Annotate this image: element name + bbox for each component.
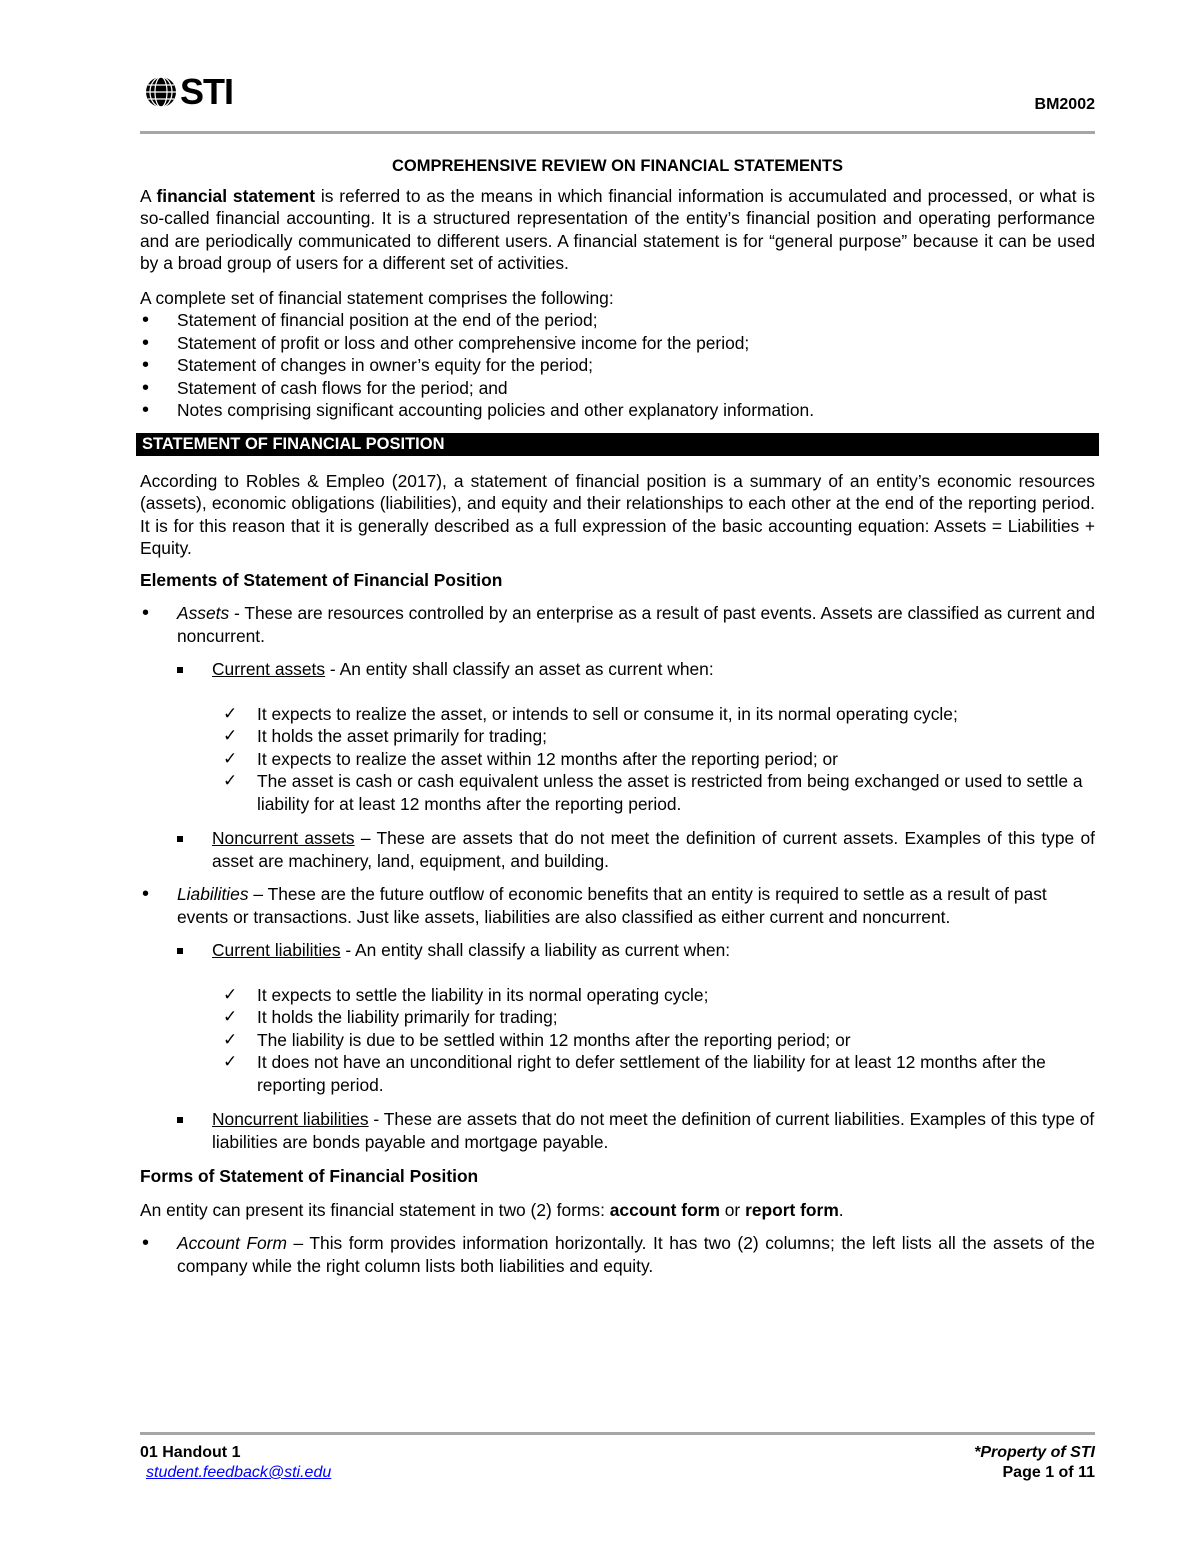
property-label: *Property of STI bbox=[974, 1444, 1095, 1461]
list-item bbox=[140, 1006, 1095, 1029]
current-liabilities-text: - An entity shall classify a liability as current when: bbox=[340, 940, 731, 960]
noncurrent-assets-text: – These are assets that do not meet the definition of current assets. Examples of this type of asset are machinery, land, equipment, and building. bbox=[212, 828, 1095, 871]
footer-left bbox=[140, 1443, 331, 1483]
noncurrent-assets-term: Noncurrent assets bbox=[212, 828, 355, 848]
document-body bbox=[140, 155, 1095, 1277]
liabilities-text: – These are the future outflow of economic benefits that an entity is required to settle as a result of past events or transactions. Just like assets, liabilities are also classified as either current and noncurrent. bbox=[177, 884, 1047, 927]
noncurrent-liabilities-item bbox=[140, 1108, 1095, 1153]
elements-list bbox=[140, 602, 1095, 647]
square-bullet-icon bbox=[177, 948, 183, 954]
list-item bbox=[140, 984, 1095, 1007]
footer-rule bbox=[140, 1432, 1095, 1435]
current-assets-term: Current assets bbox=[212, 659, 326, 679]
elements-list-liabilities bbox=[140, 883, 1095, 928]
condition-text: The asset is cash or cash equivalent unless the asset is restricted from being exchanged or used to settle a liability for at least 12 months after the reporting period. bbox=[257, 771, 1083, 814]
forms-intro bbox=[140, 1199, 1095, 1222]
forms-list bbox=[140, 1232, 1095, 1277]
current-liabilities-conditions bbox=[140, 984, 1095, 1097]
list-item: • Statement of changes in owner’s equity for the period; bbox=[140, 354, 1095, 377]
globe-icon bbox=[144, 75, 178, 109]
condition-text: It holds the liability primarily for trading; bbox=[257, 1007, 558, 1027]
condition-text: It holds the asset primarily for trading; bbox=[257, 726, 547, 746]
document-title: COMPREHENSIVE REVIEW ON FINANCIAL STATEMENTS bbox=[391, 157, 844, 175]
noncurrent-assets-item bbox=[140, 827, 1095, 872]
list-item bbox=[140, 703, 1095, 726]
square-bullet-icon bbox=[177, 1117, 183, 1123]
checkmark-icon: ✓ bbox=[223, 771, 238, 790]
condition-text: It expects to realize the asset, or intends to sell or consume it, in its normal operating cycle; bbox=[257, 703, 958, 724]
intro-bold-term: financial statement bbox=[156, 185, 316, 206]
footer-right bbox=[974, 1443, 1095, 1483]
account-form-bold: account form bbox=[609, 1199, 720, 1220]
condition-text: It expects to settle the liability in its normal operating cycle; bbox=[257, 984, 709, 1005]
list-item bbox=[140, 1051, 1095, 1096]
checkmark-icon: ✓ bbox=[223, 703, 238, 723]
current-liabilities-term: Current liabilities bbox=[212, 940, 341, 960]
forms-heading: Forms of Statement of Financial Position bbox=[140, 1166, 479, 1186]
logo-text: STI bbox=[180, 71, 234, 112]
handout-label: 01 Handout 1 bbox=[140, 1444, 241, 1461]
list-item bbox=[140, 1029, 1095, 1052]
list-item: • Notes comprising significant accounting policies and other explanatory information. bbox=[140, 399, 1095, 422]
list-item: • Statement of cash flows for the period; and bbox=[140, 377, 1095, 400]
checkmark-icon: ✓ bbox=[223, 1029, 238, 1049]
noncurrent-liabilities-term: Noncurrent liabilities bbox=[212, 1109, 369, 1129]
account-form-item bbox=[140, 1232, 1095, 1277]
current-assets-item bbox=[140, 658, 1095, 681]
current-assets-conditions bbox=[140, 703, 1095, 816]
list-item bbox=[140, 770, 1095, 815]
document-code: BM2002 bbox=[1034, 96, 1095, 113]
checkmark-icon: ✓ bbox=[223, 748, 238, 768]
list-item: • Statement of financial position at the end of the period; bbox=[140, 309, 1095, 332]
assets-item bbox=[140, 602, 1095, 647]
report-form-bold: report form bbox=[745, 1199, 839, 1220]
list-item bbox=[140, 725, 1095, 748]
list-item: • Statement of profit or loss and other comprehensive income for the period; bbox=[140, 332, 1095, 355]
account-form-term: Account Form bbox=[177, 1233, 287, 1253]
forms-intro-mid: or bbox=[719, 1199, 746, 1220]
sti-logo bbox=[144, 70, 236, 114]
account-form-text: – This form provides information horizontally. It has two (2) columns; the left lists all the assets of the company while the right column lists both liabilities and equity. bbox=[177, 1233, 1095, 1276]
assets-term: Assets bbox=[177, 603, 230, 623]
sfp-paragraph: According to Robles & Empleo (2017), a statement of financial position is a summary of an entity’s economic resources (assets), economic obligations (liabilities), and equity and their relationships to each other at the end of the reporting period. It is for this reason that it is generally described as a full expression of the basic accounting equation: Assets = Liabilities + Equity. bbox=[140, 470, 1095, 558]
section-heading: STATEMENT OF FINANCIAL POSITION bbox=[136, 433, 1099, 456]
checkmark-icon: ✓ bbox=[223, 726, 238, 745]
square-bullet-icon bbox=[177, 667, 183, 673]
assets-text: - These are resources controlled by an enterprise as a result of past events. Assets are classified as current and noncurrent. bbox=[177, 603, 1095, 646]
feedback-email-link[interactable]: student.feedback@sti.edu bbox=[146, 1464, 332, 1481]
intro-text-rest: is referred to as the means in which financial information is accumulated and processed, or what is so-called financial accounting. It is a structured representation of the entity’s financial position and operating performance and are periodically communicated to different users. A financial statement is for “general purpose” because it can be used by a broad group of users for a different set of activities. bbox=[140, 185, 1095, 273]
list-item bbox=[140, 748, 1095, 771]
checkmark-icon: ✓ bbox=[223, 1007, 238, 1026]
checkmark-icon: ✓ bbox=[223, 1052, 238, 1071]
noncurrent-liabilities-text: - These are assets that do not meet the definition of current liabilities. Examples of this type of liabilities are bonds payable and mortgage payable. bbox=[212, 1109, 1095, 1152]
page-number: Page 1 of 11 bbox=[1002, 1464, 1095, 1481]
liabilities-item bbox=[140, 883, 1095, 928]
square-bullet-icon bbox=[177, 836, 183, 842]
condition-text: It does not have an unconditional right to defer settlement of the liability for at least 12 months after the reporting period. bbox=[257, 1052, 1046, 1095]
checkmark-icon: ✓ bbox=[223, 984, 238, 1004]
elements-heading: Elements of Statement of Financial Position bbox=[140, 569, 503, 590]
components-list bbox=[140, 309, 1095, 422]
current-assets-text: - An entity shall classify an asset as current when: bbox=[325, 659, 714, 679]
current-liabilities-item bbox=[140, 939, 1095, 962]
forms-intro-end: . bbox=[838, 1199, 844, 1220]
condition-text: It expects to realize the asset within 12 months after the reporting period; or bbox=[257, 748, 838, 769]
intro-text-start: A bbox=[140, 185, 157, 206]
components-intro: A complete set of financial statement comprises the following: bbox=[140, 287, 614, 308]
liabilities-term: Liabilities bbox=[177, 884, 249, 904]
forms-intro-text: An entity can present its financial statement in two (2) forms: bbox=[140, 1199, 610, 1220]
header-rule bbox=[140, 131, 1095, 134]
intro-paragraph bbox=[140, 185, 1095, 275]
condition-text: The liability is due to be settled within 12 months after the reporting period; or bbox=[257, 1029, 851, 1050]
